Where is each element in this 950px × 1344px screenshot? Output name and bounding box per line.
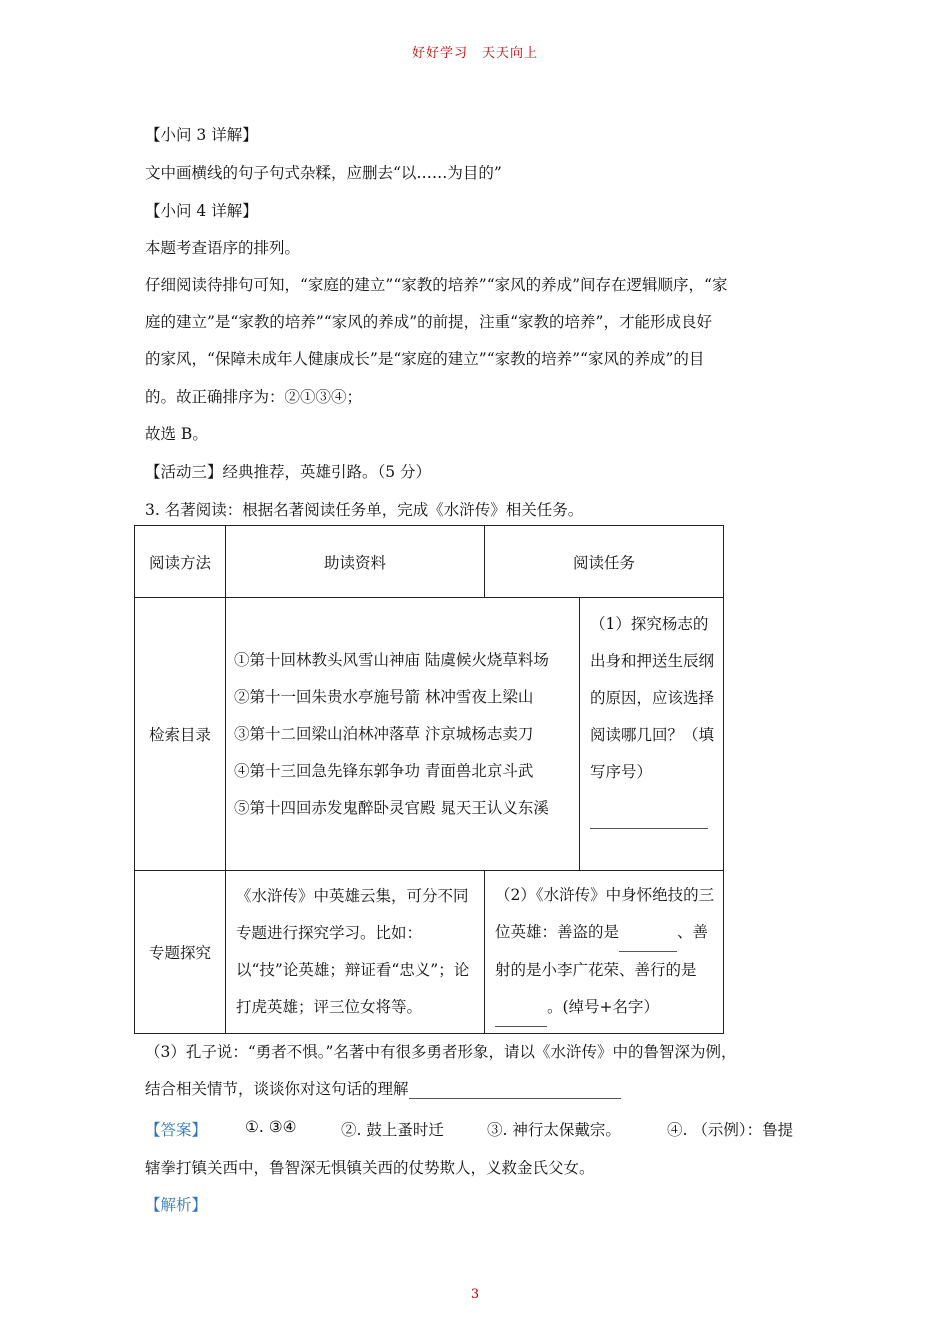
task-2-blank-1[interactable] bbox=[619, 914, 677, 952]
method-catalog: 检索目录 bbox=[135, 598, 226, 871]
task-2-blank-2[interactable] bbox=[495, 989, 547, 1027]
q4-para-line-4: 的。故正确排序为：②①③④； bbox=[145, 388, 363, 406]
page-header: 好好学习 天天向上 bbox=[411, 46, 538, 61]
catalog-item: ③第十二回梁山泊林冲落草 汴京城杨志卖刀 bbox=[234, 724, 534, 743]
catalog-cell bbox=[226, 598, 724, 871]
q3-detail-body: 文中画横线的句子句式杂糅，应删去“以……为目的” bbox=[145, 164, 502, 182]
catalog-list bbox=[226, 598, 580, 870]
header-method: 阅读方法 bbox=[135, 526, 226, 598]
task-1-text: （1）探究杨志的出身和押送生辰纲的原因，应该选择阅读哪几回？（填写序号） bbox=[590, 615, 715, 781]
q4-para-line-1: 仔细阅读待排句可知，“家庭的建立”“家教的培养”“家风的养成”间存在逻辑顺序，“家 bbox=[145, 276, 728, 294]
task-2-text-3: 。(绰号+名字） bbox=[547, 998, 660, 1016]
activity-three-heading: 【活动三】经典推荐，英雄引路。（5 分） bbox=[145, 463, 432, 481]
answer-4: ④. （示例）：鲁提 bbox=[667, 1121, 794, 1139]
q3-3-line-2-text: 结合相关情节，谈谈你对这句话的理解 bbox=[145, 1080, 409, 1098]
catalog-item: ①第十回林教头风雪山神庙 陆虞候火烧草料场 bbox=[234, 650, 549, 669]
task-2-text-2: 、善射的是小李广花荣、善行的是 bbox=[495, 923, 709, 979]
q3-3-line-2 bbox=[145, 1077, 621, 1099]
answer-line-2: 辖拳打镇关西中，鲁智深无惧镇关西的仗势欺人，义救金氏父女。 bbox=[145, 1159, 595, 1177]
topic-material: 《水浒传》中英雄云集，可分不同专题进行探究学习。比如：以“技”论英雄；辩证看“忠义”；论打虎英雄；评三位女将等。 bbox=[226, 871, 485, 1034]
catalog-item: ②第十一回朱贵水亭施号箭 林冲雪夜上梁山 bbox=[234, 687, 534, 706]
answer-label: 【答案】 bbox=[145, 1121, 208, 1139]
answer-2: ②. 鼓上蚤时迁 bbox=[341, 1121, 444, 1139]
header-material: 助读资料 bbox=[226, 526, 485, 598]
analysis-label: 【解析】 bbox=[145, 1196, 208, 1214]
page-number: 3 bbox=[470, 1287, 480, 1302]
answer-3: ③. 神行太保戴宗。 bbox=[487, 1121, 621, 1139]
q3-3-line-1: （3）孔子说：“勇者不惧。”名著中有很多勇者形象，请以《水浒传》中的鲁智深为例， bbox=[145, 1043, 737, 1061]
q4-detail-heading: 【小问 4 详解】 bbox=[145, 202, 258, 220]
q3-detail-heading: 【小问 3 详解】 bbox=[145, 126, 258, 144]
header-task: 阅读任务 bbox=[485, 526, 724, 598]
catalog-item: ④第十三回急先锋东郭争功 青面兽北京斗武 bbox=[234, 761, 534, 780]
q4-para-line-3: 的家风，“保障未成年人健康成长”是“家庭的建立”“家教的培养”“家风的养成”的目 bbox=[145, 350, 705, 368]
q4-choice: 故选 B。 bbox=[145, 425, 208, 443]
q3-3-answer-blank[interactable] bbox=[409, 1080, 621, 1099]
answer-1: ①. ③④ bbox=[245, 1118, 297, 1136]
answer-row bbox=[145, 1118, 810, 1140]
task-1-answer-blank[interactable] bbox=[590, 791, 708, 829]
task-1 bbox=[580, 598, 723, 870]
catalog-item: ⑤第十四回赤发鬼醉卧灵官殿 晁天王认义东溪 bbox=[234, 798, 549, 817]
q4-intro: 本题考查语序的排列。 bbox=[145, 239, 301, 257]
reading-task-table bbox=[134, 525, 724, 1034]
task-2-text-1: （2）《水浒传》中身怀绝技的三位英雄：善盗的是 bbox=[495, 886, 715, 941]
question-3-stem: 3. 名著阅读：根据名著阅读任务单，完成《水浒传》相关任务。 bbox=[145, 501, 584, 519]
method-topic: 专题探究 bbox=[135, 871, 226, 1034]
q4-para-line-2: 庭的建立”是“家教的培养”“家风的养成”的前提，注重“家教的培养”，才能形成良好 bbox=[145, 313, 712, 331]
task-2 bbox=[485, 871, 724, 1034]
